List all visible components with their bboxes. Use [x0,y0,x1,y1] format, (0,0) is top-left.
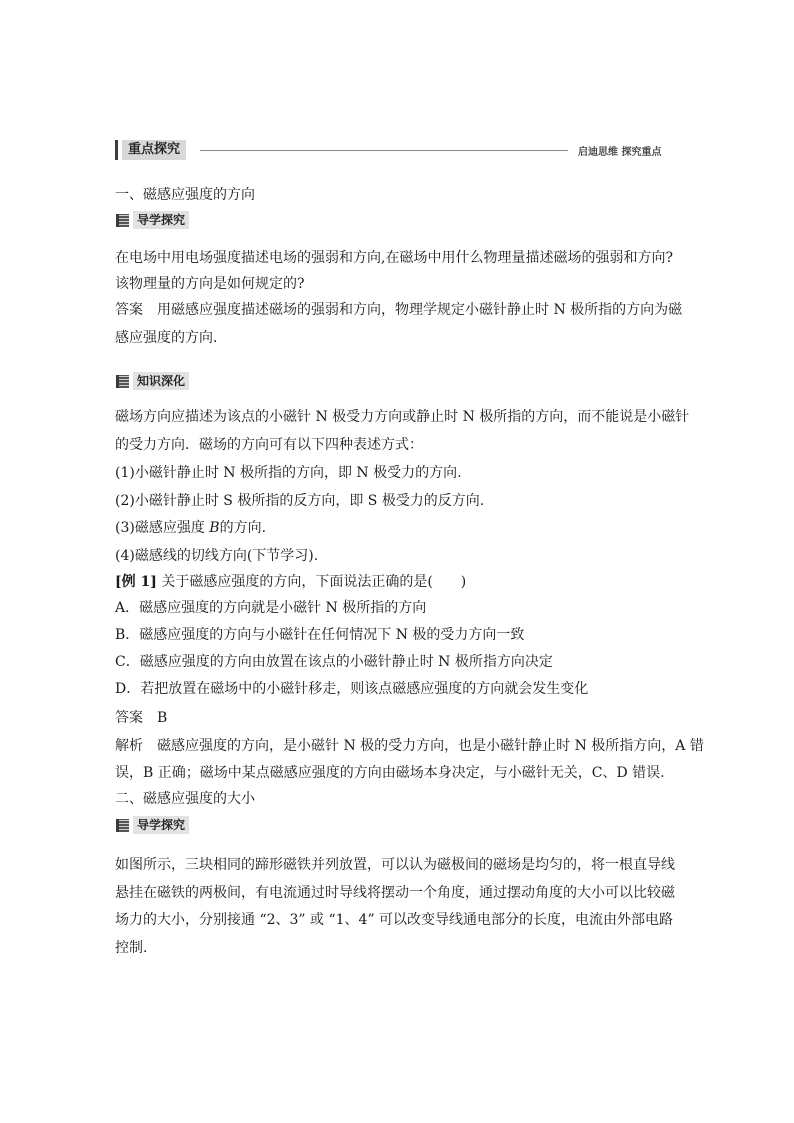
variable-b: B [209,520,220,536]
option-c: C．磁感应强度的方向由放置在该点的小磁针静止时 N 极所指方向决定 [115,654,553,670]
option-d: D．若把放置在磁场中的小磁针移走，则该点磁感应强度的方向就会发生变化 [115,681,589,697]
section2-heading: 二、磁感应强度的大小 [115,791,255,807]
analysis-line-1: 解析 磁感应强度的方向，是小磁针 N 极的受力方向，也是小磁针静止时 N 极所指方向，A 错 [115,738,704,754]
answer-line-2: 感应强度的方向. [115,330,218,346]
list-item: (1)小磁针静止时 N 极所指的方向，即 N 极受力的方向. [115,465,462,481]
example-tag: [例 1] [115,574,157,590]
question-line-2: 该物理量的方向是如何规定的? [115,276,305,292]
paragraph-line: 控制. [115,940,148,956]
guide-explore-header-1 [116,211,189,229]
header-tagline: 启迪思维 探究重点 [578,147,662,158]
example-question-text: 关于磁感应强度的方向，下面说法正确的是( ) [161,574,467,590]
list-icon [116,375,129,388]
deepen-line-1: 磁场方向应描述为该点的小磁针 N 极受力方向或静止时 N 极所指的方向，而不能说是小磁针 [115,409,690,425]
list-icon [116,819,129,832]
list-item: (2)小磁针静止时 S 极所指的反方向，即 S 极受力的反方向. [115,493,485,509]
list-item-3 [115,519,266,537]
paragraph-line: 如图所示，三块相同的蹄形磁铁并列放置，可以认为磁极间的磁场是均匀的，将一根直导线 [115,857,675,873]
answer-line-1: 答案 用磁感应强度描述磁场的强弱和方向，物理学规定小磁针静止时 N 极所指的方向为磁 [115,302,683,318]
guide-explore-label: 导学探究 [133,816,189,834]
item3-text: (3)磁感应强度 [115,520,205,536]
question-line-1: 在电场中用电场强度描述电场的强弱和方向,在磁场中用什么物理量描述磁场的强弱和方向? [115,250,673,266]
section-header-title: 重点探究 [122,140,186,160]
option-a: A．磁感应强度的方向就是小磁针 N 极所指的方向 [115,600,427,616]
option-b: B．磁感应强度的方向与小磁针在任何情况下 N 极的受力方向一致 [115,627,525,643]
deepen-line-2: 的受力方向．磁场的方向可有以下四种表述方式： [115,437,423,453]
example-question [115,573,466,591]
guide-explore-label: 导学探究 [133,211,189,229]
guide-explore-header-2 [116,816,189,834]
section1-heading: 一、磁感应强度的方向 [115,187,255,203]
analysis-line-2: 误，B 正确；磁场中某点磁感应强度的方向由磁场本身决定，与小磁针无关，C、D 错误. [115,765,665,781]
list-item: (4)磁感线的切线方向(下节学习). [115,548,319,564]
list-icon [116,214,129,227]
paragraph-line: 悬挂在磁铁的两极间，有电流通过时导线将摆动一个角度，通过摆动角度的大小可以比较磁 [115,885,675,901]
answer: 答案 B [115,710,168,726]
paragraph-line: 场力的大小，分别接通 “2、3” 或 “1、4” 可以改变导线通电部分的长度，电流由外部电路 [115,912,674,928]
header-divider [200,150,568,151]
header-accent-bar [115,140,118,160]
item3-tail: 的方向. [219,520,267,536]
knowledge-deepen-header [116,372,189,390]
knowledge-deepen-label: 知识深化 [133,372,189,390]
